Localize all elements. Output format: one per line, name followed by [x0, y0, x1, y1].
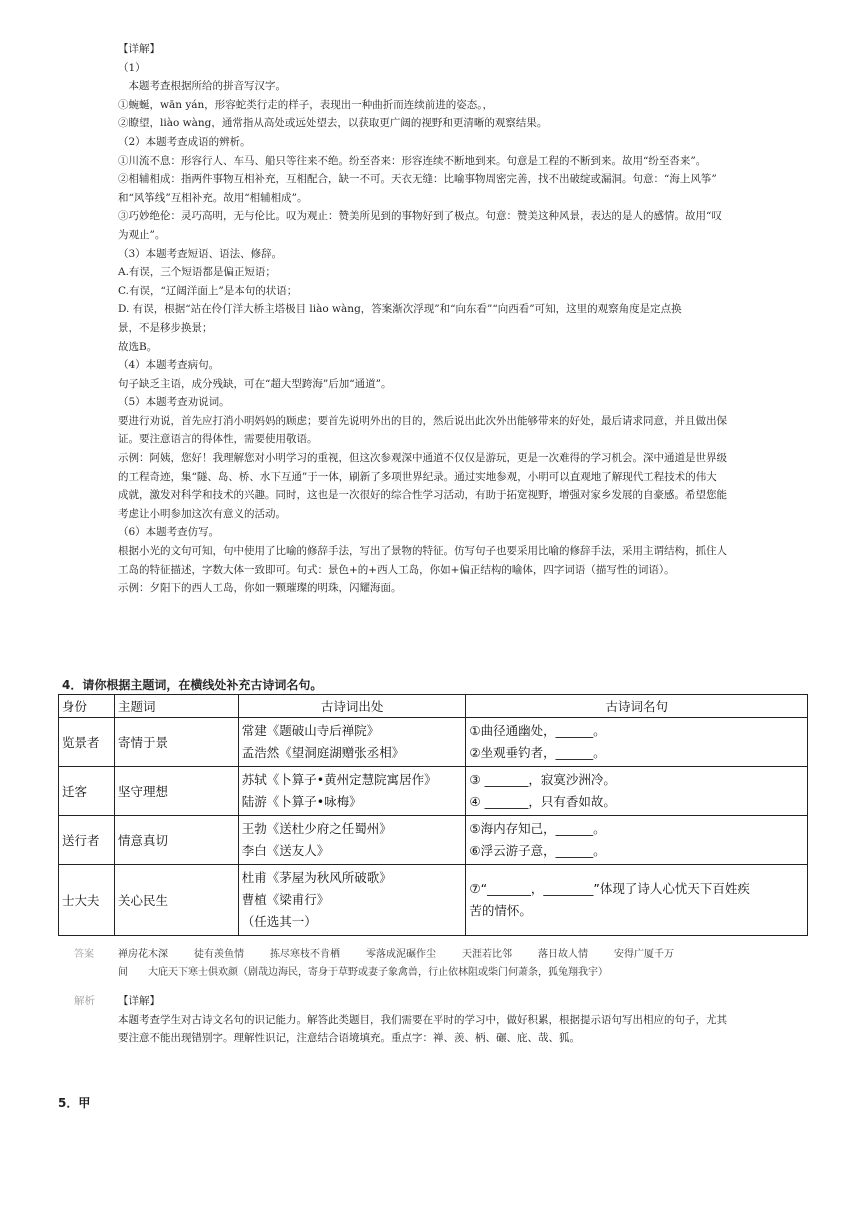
cell-theme: 坚守理想 [114, 767, 238, 816]
analysis-line: 【详解】 [118, 43, 160, 55]
analysis-line: （1） [118, 61, 146, 74]
explanation-line: 本题考查学生对古诗文名句的识记能力。解答此类题目，我们需要在平时的学习中，做好积累，根据提示语句写出相应的句子，尤其 [118, 1013, 727, 1026]
source-line: 王勃《送杜少府之任蜀州》 [241, 821, 392, 836]
cell-theme: 寄情于景 [114, 718, 238, 767]
analysis-line: （5）本题考查劝说词。 [118, 396, 230, 409]
analysis-line: 考虑让小明参加这次有意义的活动。 [118, 507, 286, 520]
analysis-line: ②瞭望，liào wàng，通常指从高处或远处望去，以获取更广阔的视野和更清晰的观察结果。 [118, 117, 548, 130]
poem-line: ④ _______，只有香如故。 [469, 794, 616, 809]
answer-text [118, 946, 808, 982]
answer-item: 禅房花木深 [118, 949, 168, 960]
analysis-line: （2）本题考查成语的辨析。 [118, 135, 251, 148]
cell-poem-lines [466, 767, 808, 816]
analysis-line: 的工程奇迹，集“隧、岛、桥、水下互通”于一体，刷新了多项世界纪录。通过实地参观，小明可以直观地了解现代工程技术的伟大 [118, 470, 717, 483]
table-row [59, 718, 808, 767]
source-line: 曹植《梁甫行》 [241, 892, 330, 907]
analysis-line: 句子缺乏主语，成分残缺，可在“超大型跨海”后加“通道”。 [118, 377, 392, 390]
table-row [59, 767, 808, 816]
cell-theme: 情意真切 [114, 816, 238, 865]
table-row [59, 865, 808, 936]
analysis-line: 证。要注意语言的得体性，需要使用敬语。 [118, 433, 318, 446]
source-line: 李白《送友人》 [241, 843, 330, 858]
question-5-title: 5．甲 [58, 1096, 91, 1110]
cell-sources [238, 865, 466, 936]
explanation-line: 要注意不能出现错别字。理解性识记，注意结合语境填充。重点字：禅、羡、柄、碾、庇、哉、狐。 [118, 1032, 580, 1044]
answer-item: 安得广厦千万 [614, 949, 674, 960]
answer-label: 答案 [74, 949, 94, 960]
cell-identity: 送行者 [59, 816, 115, 865]
source-line: （任选其一） [241, 914, 317, 929]
analysis-line: ③巧妙绝伦：灵巧高明，无与伦比。叹为观止：赞美所见到的事物好到了极点。句意：赞美这种风景，表达的是人的感情。故用“叹 [118, 210, 722, 223]
analysis-line: 示例：阿姨，您好！我理解您对小明学习的重视，但这次参观深中通道不仅仅是游玩，更是一次难得的学习机会。深中通道是世界级 [118, 452, 727, 465]
answer-line-2: 间 大庇天下寒士俱欢颜（剧哉边海民，寄身于草野或妻子象禽兽，行止依林阻或柴门何萧条，狐兔翔我宇） [118, 967, 608, 978]
analysis-line: 本题考查根据所给的拼音写汉字。 [118, 80, 286, 93]
analysis-line: 为观止”。 [118, 228, 166, 241]
analysis-line: 和“风筝线”互相补充。故用“相辅相成”。 [118, 191, 308, 204]
source-line: 孟浩然《望洞庭湖赠张丞相》 [241, 745, 405, 760]
answer-item: 徒有羡鱼情 [194, 949, 244, 960]
header-poem-line: 古诗词名句 [466, 695, 808, 718]
question-4-title: 4．请你根据主题词，在横线处补充古诗词名句。 [62, 678, 323, 692]
explanation-text [118, 992, 798, 1048]
analysis-line: 示例：夕阳下的西人工岛，你如一颗璀璨的明珠，闪耀海面。 [118, 582, 402, 595]
analysis-line: 故选B。 [118, 340, 158, 353]
analysis-line: C.有误，“辽阔洋面上”是本句的状语； [118, 284, 298, 297]
answer-item: 落日故人情 [538, 949, 588, 960]
source-line: 苏轼《卜算子•黄州定慧院寓居作》 [241, 772, 437, 787]
cell-sources [238, 767, 466, 816]
explanation-label: 解析 [74, 995, 95, 1007]
analysis-line: A.有误，三个短语都是偏正短语； [118, 266, 276, 279]
cell-identity: 览景者 [59, 718, 115, 767]
cell-poem-lines [466, 718, 808, 767]
analysis-section [118, 40, 790, 598]
poem-line: ③ _______，寂寞沙洲冷。 [469, 772, 616, 787]
analysis-line: 成就，激发对科学和技术的兴趣。同时，这也是一次很好的综合性学习活动，有助于拓宽视野，增强对家乡发展的自豪感。希望您能 [118, 489, 727, 502]
cell-poem-lines [466, 865, 808, 936]
cell-sources [238, 816, 466, 865]
poem-line: ②坐观垂钓者，______。 [469, 745, 606, 760]
analysis-line: 要进行劝说，首先应打消小明妈妈的顾虑；要首先说明外出的目的，然后说出此次外出能够带来的好处，最后请求同意，并且做出保 [118, 414, 727, 427]
header-source: 古诗词出处 [238, 695, 466, 718]
header-identity: 身份 [59, 695, 115, 718]
poem-line: ⑦“_______，________”体现了诗人心忧天下百姓疾 [469, 881, 750, 896]
cell-identity: 迁客 [59, 767, 115, 816]
source-line: 陆游《卜算子•咏梅》 [241, 794, 362, 809]
analysis-line: ②相辅相成：指两件事物互相补充，互相配合，缺一不可。天衣无缝：比喻事物周密完善，找不出破绽或漏洞。句意：“海上风筝” [118, 173, 717, 186]
analysis-line: （6）本题考查仿写。 [118, 526, 220, 539]
answer-item: 拣尽寒枝不肯栖 [270, 949, 340, 960]
poem-line: ⑥浮云游子意，______。 [469, 843, 606, 858]
poem-line: 苦的情怀。 [469, 903, 532, 918]
explanation-line: 【详解】 [118, 995, 160, 1007]
cell-theme: 关心民生 [114, 865, 238, 936]
analysis-line: 根据小光的文句可知，句中使用了比喻的修辞手法，写出了景物的特征。仿写句子也要采用比喻的修辞手法，采用主谓结构，抓住人 [118, 545, 727, 558]
answer-items [118, 946, 808, 964]
analysis-line: ①川流不息：形容行人、车马、船只等往来不绝。纷至沓来：形容连续不断地到来。句意是工程的不断到来。故用“纷至沓来”。 [118, 154, 707, 167]
table-row [59, 816, 808, 865]
poem-table [58, 694, 808, 936]
analysis-line: （4）本题考查病句。 [118, 359, 220, 372]
source-line: 杜甫《茅屋为秋风所破歌》 [241, 870, 392, 885]
cell-poem-lines [466, 816, 808, 865]
cell-sources [238, 718, 466, 767]
analysis-line: 景，不是移步换景； [118, 321, 213, 334]
analysis-line: D. 有误，根据“站在伶仃洋大桥主塔极目 liào wàng，答案渐次浮现”和“向东看”“向西看”可知，这里的观察角度是定点换 [118, 303, 682, 316]
analysis-line: 工岛的特征描述，字数大体一致即可。句式：景色+的+西人工岛，你如+偏正结构的喻体，四字词语（描写性的词语）。 [118, 563, 675, 576]
analysis-line: ①蜿蜒，wān yán，形容蛇类行走的样子，表现出一种曲折而连续前进的姿态。， [118, 98, 494, 111]
poem-line: ⑤海内存知己，______。 [469, 821, 606, 836]
header-theme: 主题词 [114, 695, 238, 718]
source-line: 常建《题破山寺后禅院》 [241, 723, 380, 738]
poem-line: ①曲径通幽处，______。 [469, 723, 606, 738]
answer-item: 天涯若比邻 [462, 949, 512, 960]
answer-item: 零落成泥碾作尘 [366, 949, 436, 960]
analysis-line: （3）本题考查短语、语法、修辞。 [118, 247, 283, 260]
table-header-row [59, 695, 808, 718]
cell-identity: 士大夫 [59, 865, 115, 936]
